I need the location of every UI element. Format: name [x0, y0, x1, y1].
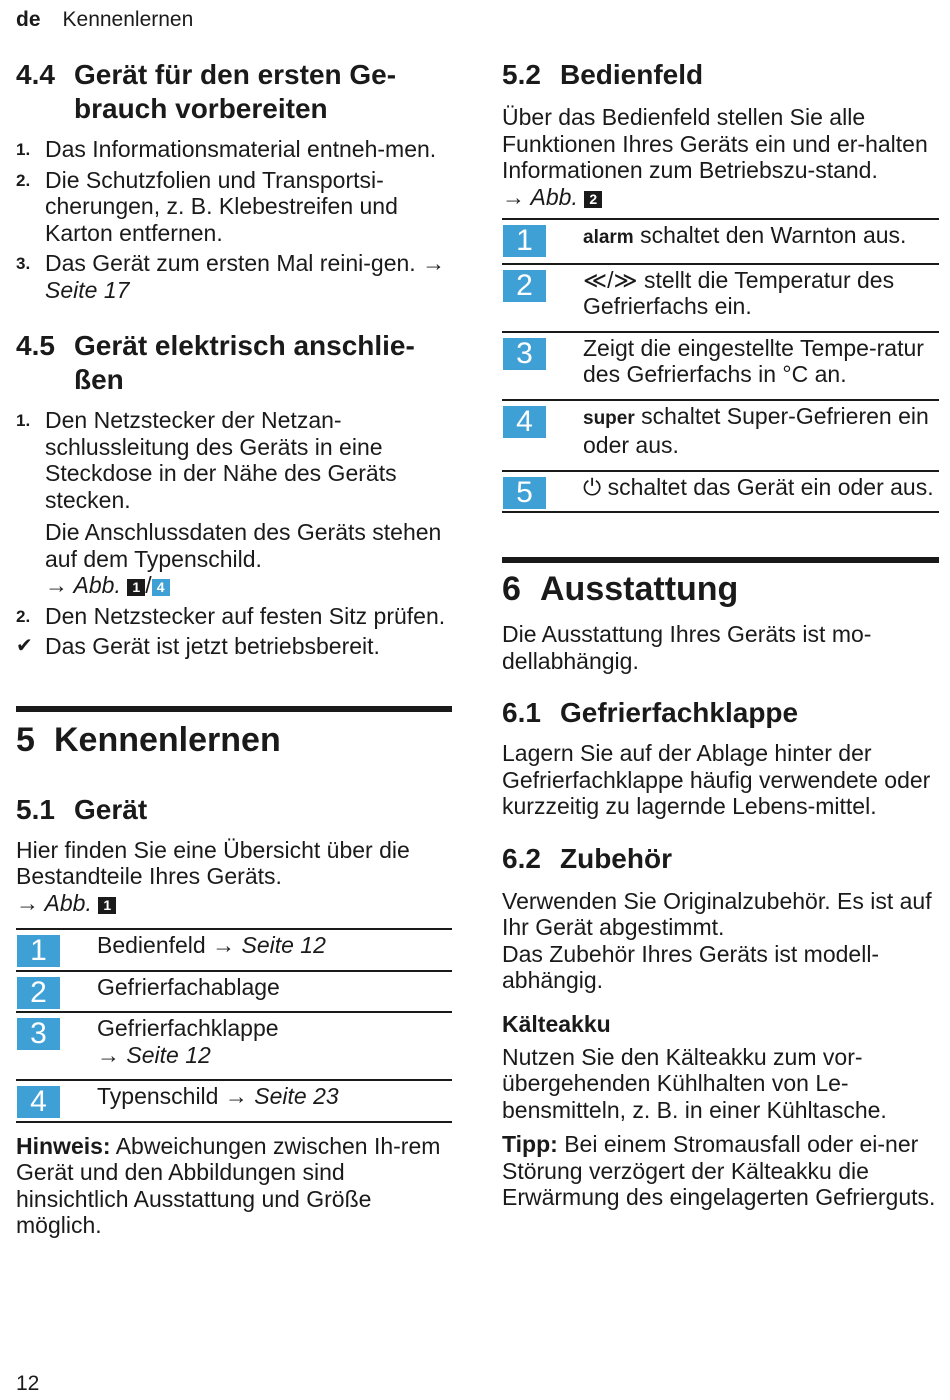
step-text: Das Gerät zum ersten Mal reini-gen.: [45, 250, 416, 276]
step-text: Den Netzstecker der Netzan-schlussleitung des Geräts in eine Steckdose in der Nähe des Geräts stecken.: [45, 407, 397, 513]
page-reference-link[interactable]: [97, 1042, 211, 1068]
number-badge: 3: [17, 1018, 60, 1050]
step-number: 2.: [16, 170, 31, 190]
heading-text: Gerät: [74, 793, 148, 825]
row-label: Zeigt die eingestellte Tempe-ratur des Gefrierfachs in °C an.: [583, 334, 924, 387]
table-row: [502, 264, 939, 332]
result-text: Das Gerät ist jetzt betriebsbereit.: [45, 633, 380, 659]
arrow-icon: →: [212, 932, 236, 958]
reference-text: Abb.: [530, 183, 578, 210]
right-column: [502, 58, 939, 1211]
intro-text: Über das Bedienfeld stellen Sie alle Funktionen Ihres Geräts ein und er-halten Informationen zum Betriebszu-stand.: [502, 104, 928, 183]
reference-text: Abb.: [44, 889, 92, 916]
number-badge: 5: [503, 477, 546, 509]
chapter-heading-6: [502, 569, 939, 609]
figure-reference[interactable]: [45, 572, 121, 598]
row-label: Gefrierfachablage: [97, 973, 280, 1000]
chapter-title: Ausstattung: [540, 570, 739, 608]
left-column: [16, 58, 452, 1239]
chapter-number: 6: [502, 570, 521, 608]
row-label: schaltet Super-Gefrieren ein oder aus.: [583, 402, 929, 458]
components-table: [16, 928, 452, 1123]
note-paragraph: [16, 1133, 452, 1239]
table-row: [16, 971, 452, 1013]
row-label: schaltet das Gerät ein oder aus.: [607, 473, 934, 500]
figure-separator: /: [145, 572, 152, 598]
reference-text: Seite 12: [241, 932, 326, 958]
step-subtext: [45, 519, 452, 599]
step-number: 1.: [16, 411, 31, 430]
intro-paragraph: [502, 104, 939, 210]
row-text: [583, 219, 939, 264]
tip-paragraph: [502, 1131, 939, 1211]
row-text: [583, 264, 939, 332]
step-text: Den Netzstecker auf festen Sitz prüfen.: [45, 602, 446, 629]
page-number: 12: [16, 1372, 40, 1395]
table-row: [16, 1080, 452, 1122]
tip-label: Tipp:: [502, 1131, 558, 1157]
temperature-arrows-icon: ≪/≫: [583, 266, 638, 293]
step-item: [16, 136, 452, 163]
figure-reference[interactable]: [502, 184, 578, 210]
heading-number: 6.2: [502, 842, 541, 874]
heading-5-1: [16, 793, 452, 827]
check-icon: ✔: [16, 635, 33, 657]
section-paragraph: [502, 888, 939, 994]
arrow-icon: →: [502, 183, 525, 210]
reference-text: Seite 12: [126, 1041, 211, 1068]
step-text: Die Schutzfolien und Transportsi-cherungen, z. B. Klebestreifen und Karton entfernen.: [45, 166, 398, 246]
row-label: Gefrierfachklappe: [97, 1015, 279, 1041]
subtext: Die Anschlussdaten des Geräts stehen auf dem Typenschild.: [45, 519, 442, 572]
alarm-key-label: alarm: [583, 227, 634, 248]
heading-text: Gefrierfachklappe: [560, 697, 799, 728]
chapter-intro: Die Ausstattung Ihres Geräts ist mo-dellabhängig.: [502, 621, 872, 674]
heading-text: Gerät für den ersten Ge-brauch vorbereiten: [74, 59, 397, 124]
number-badge: 3: [503, 338, 546, 370]
step-text: Das Informationsmaterial entneh-men.: [45, 136, 437, 162]
tip-text: Bei einem Stromausfall oder ei-ner Störung verzögert der Kälteakku die Erwärmung des eingelagerten Gefrierguts.: [502, 1131, 936, 1210]
row-label: Bedienfeld: [97, 932, 206, 958]
figure-reference[interactable]: [16, 890, 92, 916]
row-text: [97, 929, 452, 971]
reference-text: Seite 23: [254, 1083, 339, 1109]
figure-badge: 1: [127, 579, 145, 596]
arrow-icon: →: [16, 889, 39, 916]
result-item: [16, 633, 452, 660]
row-text: [97, 971, 452, 1013]
section-paragraph: Lagern Sie auf der Ablage hinter der Gefrierfachklappe häufig verwendete oder kurzzeitig zu lagernde Lebens-mittel.: [502, 740, 931, 819]
row-text: [583, 332, 939, 400]
running-header-section: Kennenlernen: [62, 8, 194, 31]
control-panel-table: [502, 218, 939, 513]
chapter-title: Kennenlernen: [54, 720, 281, 759]
heading-text: Gerät elektrisch anschlie-ßen: [74, 330, 415, 395]
heading-4-5: [16, 329, 452, 397]
step-number: 2.: [16, 606, 31, 626]
arrow-icon: →: [422, 250, 446, 276]
number-badge: 2: [17, 977, 60, 1009]
row-text: [583, 471, 939, 513]
table-row: [16, 1012, 452, 1080]
table-row: [16, 929, 452, 971]
table-row: [502, 471, 939, 513]
heading-number: 6.1: [502, 697, 541, 728]
heading-number: 4.4: [16, 59, 55, 90]
number-badge: 4: [17, 1086, 60, 1118]
steps-list-4-5: [16, 407, 452, 660]
heading-6-1: [502, 696, 939, 730]
heading-6-2: [502, 842, 939, 876]
chapter-heading-5: [16, 720, 452, 760]
language-code: de: [16, 8, 41, 31]
row-text: [583, 400, 939, 471]
chapter-rule: [16, 706, 452, 712]
chapter-number: 5: [16, 720, 35, 759]
paragraph-text: Das Zubehör Ihres Geräts ist modell-abhängig.: [502, 940, 880, 993]
table-row: [502, 219, 939, 264]
number-badge: 1: [503, 225, 546, 257]
section-paragraph: Nutzen Sie den Kälteakku zum vor-übergehenden Kühlhalten von Le-bensmitteln, z. B. in einer Kühltasche.: [502, 1043, 887, 1123]
arrow-icon: →: [45, 572, 68, 598]
page-reference-link[interactable]: [212, 932, 326, 958]
row-label: Typenschild: [97, 1083, 219, 1109]
steps-list-4-4: [16, 136, 452, 303]
subheading-kaelteakku: Kälteakku: [502, 1010, 611, 1037]
power-icon: ⏻: [583, 473, 602, 500]
chapter-rule: [502, 557, 939, 563]
page-reference-link[interactable]: [225, 1083, 339, 1109]
number-badge: 1: [17, 935, 60, 967]
number-badge: 4: [503, 406, 546, 438]
row-text: [97, 1012, 452, 1080]
heading-5-2: [502, 58, 939, 92]
page-header: [16, 8, 193, 32]
step-item: [16, 407, 452, 599]
heading-4-4: [16, 58, 452, 126]
heading-number: 5.2: [502, 59, 541, 90]
step-number: 1.: [16, 140, 31, 159]
heading-text: Bedienfeld: [560, 59, 704, 90]
intro-paragraph: [16, 837, 452, 917]
step-item: [16, 250, 452, 303]
row-label: schaltet den Warnton aus.: [640, 222, 907, 248]
heading-number: 5.1: [16, 793, 55, 825]
arrow-icon: →: [97, 1041, 120, 1068]
step-item: [16, 167, 452, 247]
paragraph-text: Verwenden Sie Originalzubehör. Es ist auf Ihr Gerät abgestimmt.: [502, 887, 932, 940]
step-item: [16, 603, 452, 630]
arrow-icon: →: [224, 1083, 248, 1109]
figure-badge: 1: [98, 897, 116, 914]
number-badge: 2: [503, 270, 546, 302]
table-row: [502, 400, 939, 471]
note-label: Hinweis:: [16, 1132, 111, 1159]
reference-text: Seite 17: [45, 276, 130, 303]
row-text: [97, 1080, 452, 1122]
table-row: [502, 332, 939, 400]
super-key-label: super: [583, 407, 635, 429]
figure-badge: 2: [584, 191, 602, 208]
step-number: 3.: [16, 254, 31, 273]
note-text: Abweichungen zwischen Ih-rem Gerät und den Abbildungen sind hinsichtlich Ausstattung und Größe möglich.: [16, 1132, 441, 1238]
reference-text: Abb.: [73, 572, 121, 598]
heading-number: 4.5: [16, 330, 55, 361]
row-label: stellt die Temperatur des Gefrierfachs ein.: [583, 266, 895, 319]
intro-text: Hier finden Sie eine Übersicht über die Bestandteile Ihres Geräts.: [16, 836, 410, 889]
figure-badge: 4: [152, 579, 170, 596]
heading-text: Zubehör: [560, 842, 672, 874]
